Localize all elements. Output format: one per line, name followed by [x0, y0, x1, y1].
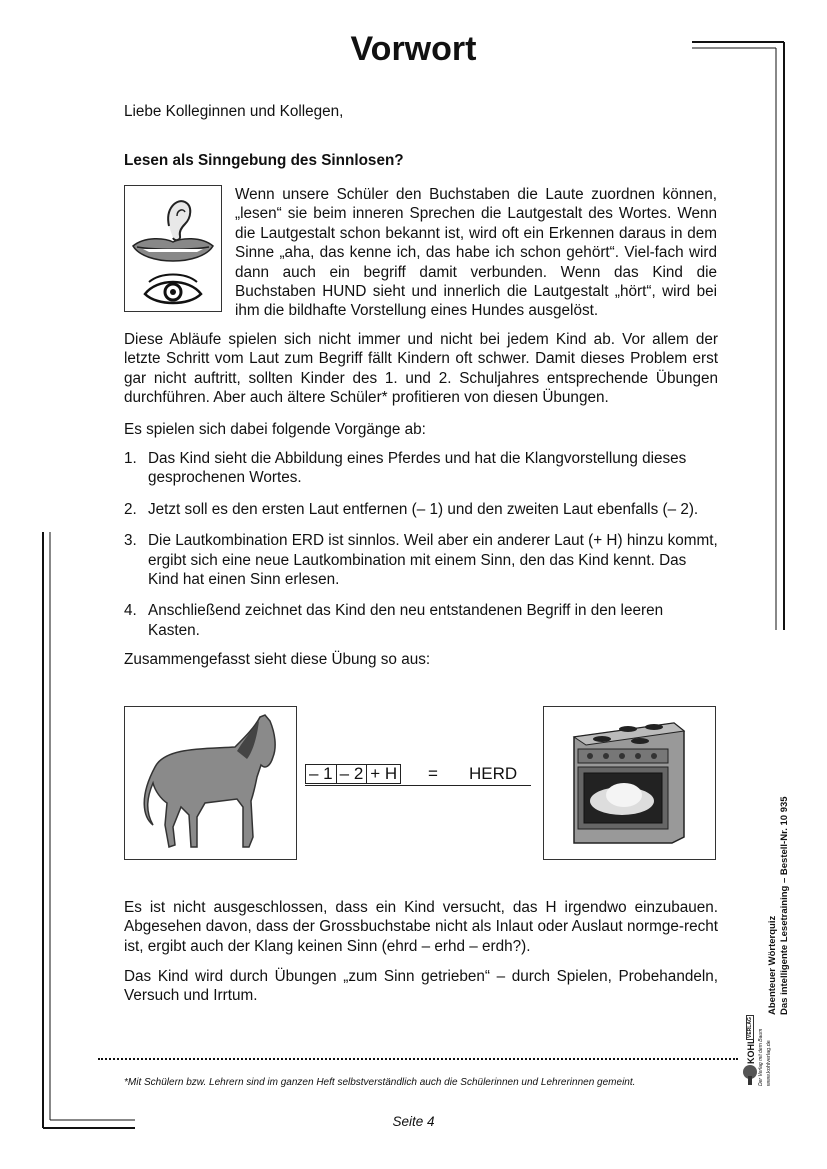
senses-image — [124, 185, 222, 312]
equation-term: – 1 — [305, 764, 337, 784]
mouth-icon — [133, 239, 213, 261]
list-item: 2. Jetzt soll es den ersten Laut entfernen (– 1) und den zweiten Laut ebenfalls (– 2). — [124, 500, 699, 518]
equals-sign: = — [428, 764, 438, 783]
oven-image — [543, 706, 716, 860]
equation-result: HERD — [469, 764, 518, 783]
paragraph-4: Es ist nicht ausgeschlossen, dass ein Kind versucht, das H irgendwo einzubauen. Abgesehen davon, dass der Grossbuchstabe nicht als Inlaut oder Auslaut normge-recht ist, ergibt auch der Klang keinen Sinn (ehrd – erhd – erdh?). — [124, 899, 718, 955]
intro-text: Wenn unsere Schüler den Buchstaben die Laute zuordnen können, „lesen“ sie beim inneren Sprechen die Lautgestalt des Wortes. Wenn die Lautgestalt schon bekannt ist, wird oft ein Erkennen daraus in dem Sinne „aha, das kenne ich, das habe ich schon gehört“. Viel-fach wird dann auch ein begriff damit verbunden. Wenn das Kind die Buchstaben HUND sieht und innerlich die Lautgestalt „hört“, wird bei ihm die bildhafte Vorstellung eines Hundes ausgelöst. — [235, 186, 717, 320]
side-title: Abenteuer Wörterquiz — [767, 915, 778, 1015]
list-item: 1. Das Kind sieht die Abbildung eines Pferdes und hat die Klangvorstellung dieses gesprochenen Wortes. — [124, 450, 687, 487]
equation-term: – 2 — [336, 764, 368, 784]
publisher-name: KOHL — [746, 1038, 756, 1064]
oven-icon — [574, 723, 684, 843]
list-item: 4. Anschließend zeichnet das Kind den neu entstandenen Begriff in den leeren Kasten. — [124, 602, 664, 639]
ear-icon — [168, 201, 190, 240]
paragraph-5: Das Kind wird durch Übungen „zum Sinn getrieben“ – durch Spielen, Probehandeln, Versuch und Irrtum. — [124, 968, 718, 1005]
publisher-slogan: Der Verlag mit dem Baum — [758, 1028, 764, 1086]
equation-term: + H — [366, 764, 401, 784]
section-heading: Lesen als Sinngebung des Sinnlosen? — [124, 152, 404, 169]
publisher-tag: VERLAG — [747, 1017, 753, 1038]
equation — [305, 764, 531, 790]
greeting: Liebe Kolleginnen und Kollegen, — [124, 103, 344, 120]
summary-label: Zusammengefasst sieht diese Übung so aus: — [124, 651, 431, 668]
paragraph-2: Diese Abläufe spielen sich nicht immer und nicht bei jedem Kind ab. Vor allem der letzte Schritt vom Laut zum Begriff fällt Kindern oft schwer. Damit dieses Problem erst gar nicht auftritt, sollten Kinder des 1. und 2. Schuljahres entsprechende Übungen durchführen. Aber auch ältere Schüler* profitieren von diesen Übungen. — [124, 331, 718, 407]
horse-image — [124, 706, 297, 860]
publisher-logo — [740, 1017, 800, 1090]
eye-icon — [145, 275, 201, 304]
footnote: *Mit Schülern bzw. Lehrern sind im ganzen Heft selbstverständlich auch die Schülerinnen und Lehrerinnen gemeint. — [124, 1077, 636, 1088]
page-title: Vorwort — [350, 30, 477, 68]
side-subtitle: Das intelligente Lesetraining – Bestell-Nr. 10 935 — [779, 796, 790, 1015]
list-item: 3. Die Lautkombination ERD ist sinnlos. Weil aber ein anderer Laut (+ H) hinzu kommt, ergibt sich eine neue Lautkombination mit einem Sinn, den das Kind kennt. Das Kind hat einen Sinn erlesen. — [124, 532, 718, 589]
page-number: Seite 4 — [392, 1114, 435, 1129]
tree-icon — [740, 1064, 760, 1086]
publisher-url: www.kohlverlag.de — [766, 1040, 772, 1086]
steps-list — [124, 449, 718, 652]
equation-underline — [305, 785, 531, 786]
dotted-separator — [98, 1058, 738, 1060]
paragraph-3: Es spielen sich dabei folgende Vorgänge ab: — [124, 421, 426, 438]
